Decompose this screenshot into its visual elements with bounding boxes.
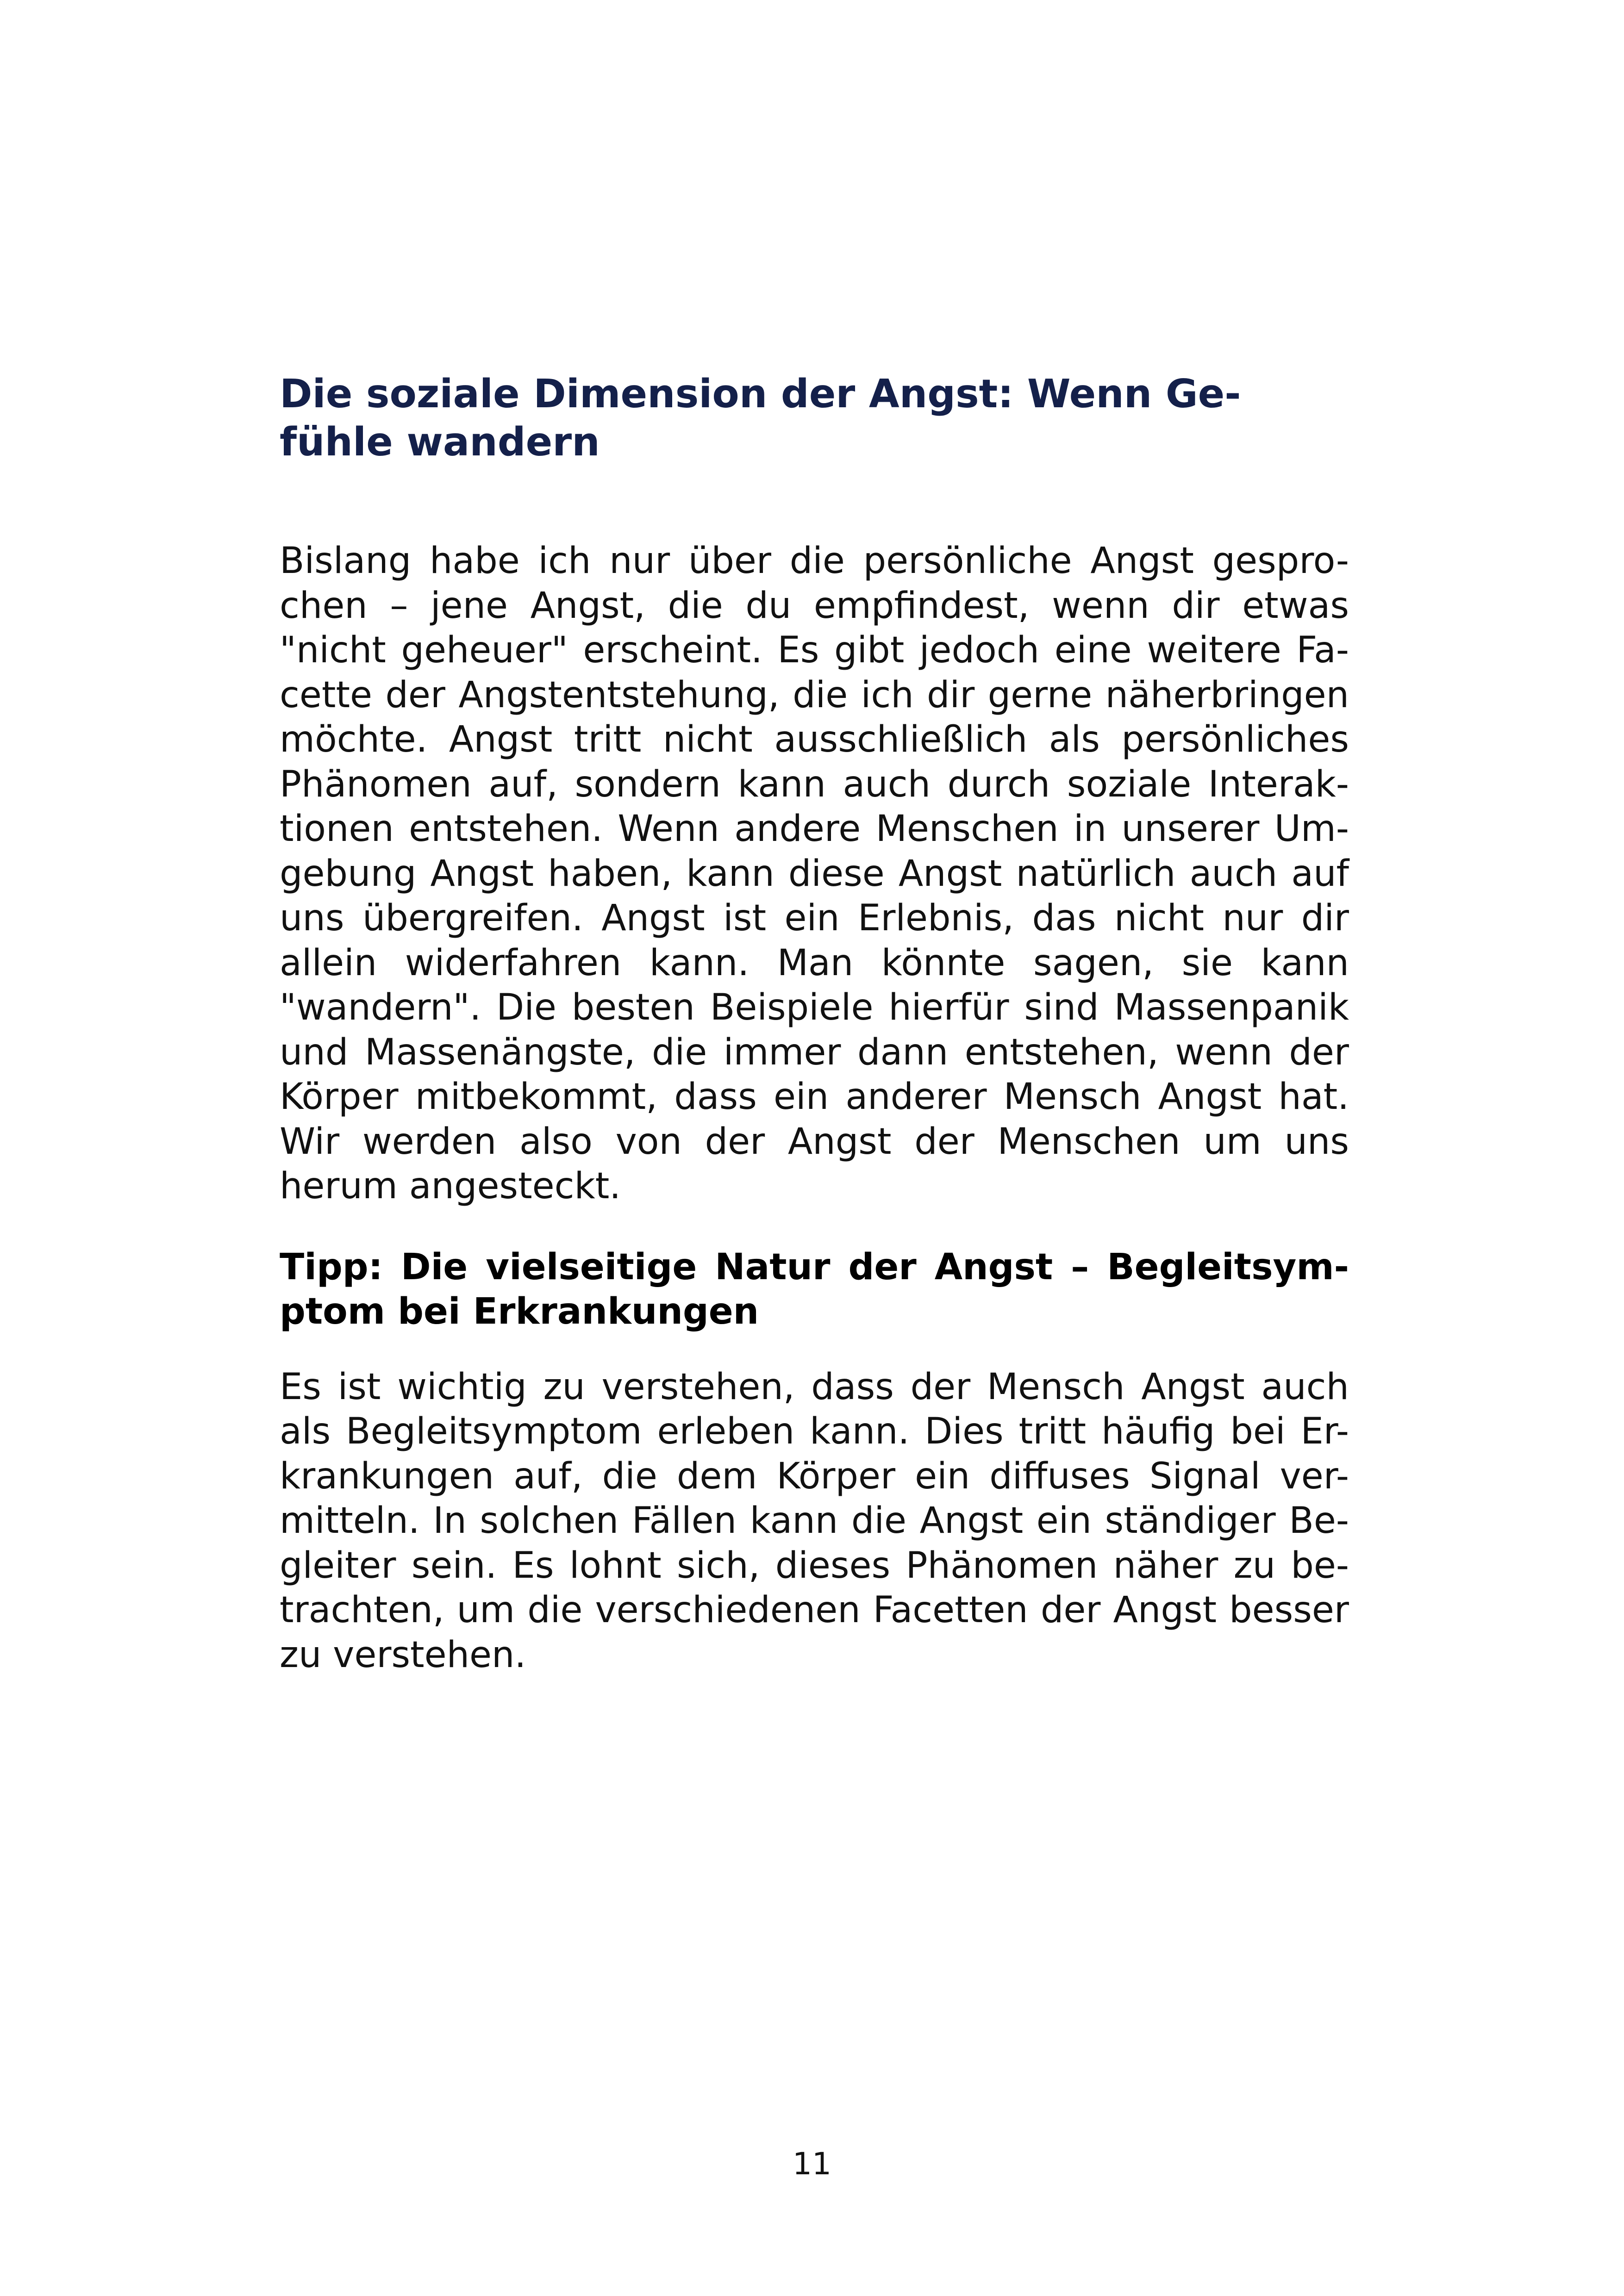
paragraph-tip (280, 1365, 1349, 1678)
tip-heading (280, 1245, 1349, 1334)
text-line: und Massenängste, die immer dann entstehen, wenn der (280, 1031, 1349, 1073)
tip-heading-line: ptom bei Erkrankungen (280, 1291, 759, 1332)
tip-heading-line: Tipp: Die vielseitige Natur der Angst – Begleitsym- (280, 1246, 1349, 1288)
text-line: krankungen auf, die dem Körper ein diffuses Signal ver- (280, 1455, 1349, 1497)
text-line: zu verstehen. (280, 1634, 526, 1676)
text-line: gleiter sein. Es lohnt sich, dieses Phänomen näher zu be- (280, 1544, 1349, 1587)
text-line: herum angesteckt. (280, 1165, 621, 1207)
text-line: Bislang habe ich nur über die persönliche Angst gespro- (280, 540, 1349, 582)
text-line: chen – jene Angst, die du empfindest, wenn dir etwas (280, 585, 1349, 627)
title-line: Die soziale Dimension der Angst: Wenn Ge- (280, 371, 1241, 417)
paragraph-intro (280, 539, 1349, 1209)
text-line: Phänomen auf, sondern kann auch durch soziale Interak- (280, 763, 1349, 805)
chapter-title (280, 370, 1349, 467)
text-line: tionen entstehen. Wenn andere Menschen in unserer Um- (280, 808, 1349, 850)
text-line: Wir werden also von der Angst der Menschen um uns (280, 1120, 1349, 1163)
page-number: 11 (793, 2146, 831, 2182)
page-content (280, 370, 1349, 1677)
text-line: uns übergreifen. Angst ist ein Erlebnis, das nicht nur dir (280, 897, 1349, 939)
text-line: möchte. Angst tritt nicht ausschließlich als persönliches (280, 719, 1349, 760)
title-line: fühle wandern (280, 419, 600, 465)
text-line: "wandern". Die besten Beispiele hierfür sind Massenpanik (280, 987, 1349, 1028)
text-line: gebung Angst haben, kann diese Angst natürlich auch auf (280, 852, 1349, 895)
text-line: cette der Angstentstehung, die ich dir gerne näherbringen (280, 674, 1349, 716)
text-line: als Begleitsymptom erleben kann. Dies tritt häufig bei Er- (280, 1411, 1349, 1452)
text-line: mitteln. In solchen Fällen kann die Angst ein ständiger Be- (280, 1500, 1349, 1542)
text-line: allein widerfahren kann. Man könnte sagen, sie kann (280, 942, 1349, 984)
text-line: "nicht geheuer" erscheint. Es gibt jedoch eine weitere Fa- (280, 629, 1349, 671)
text-line: Es ist wichtig zu verstehen, dass der Mensch Angst auch (280, 1366, 1349, 1408)
text-line: trachten, um die verschiedenen Facetten der Angst besser (280, 1589, 1349, 1631)
text-line: Körper mitbekommt, dass ein anderer Mensch Angst hat. (280, 1076, 1349, 1118)
